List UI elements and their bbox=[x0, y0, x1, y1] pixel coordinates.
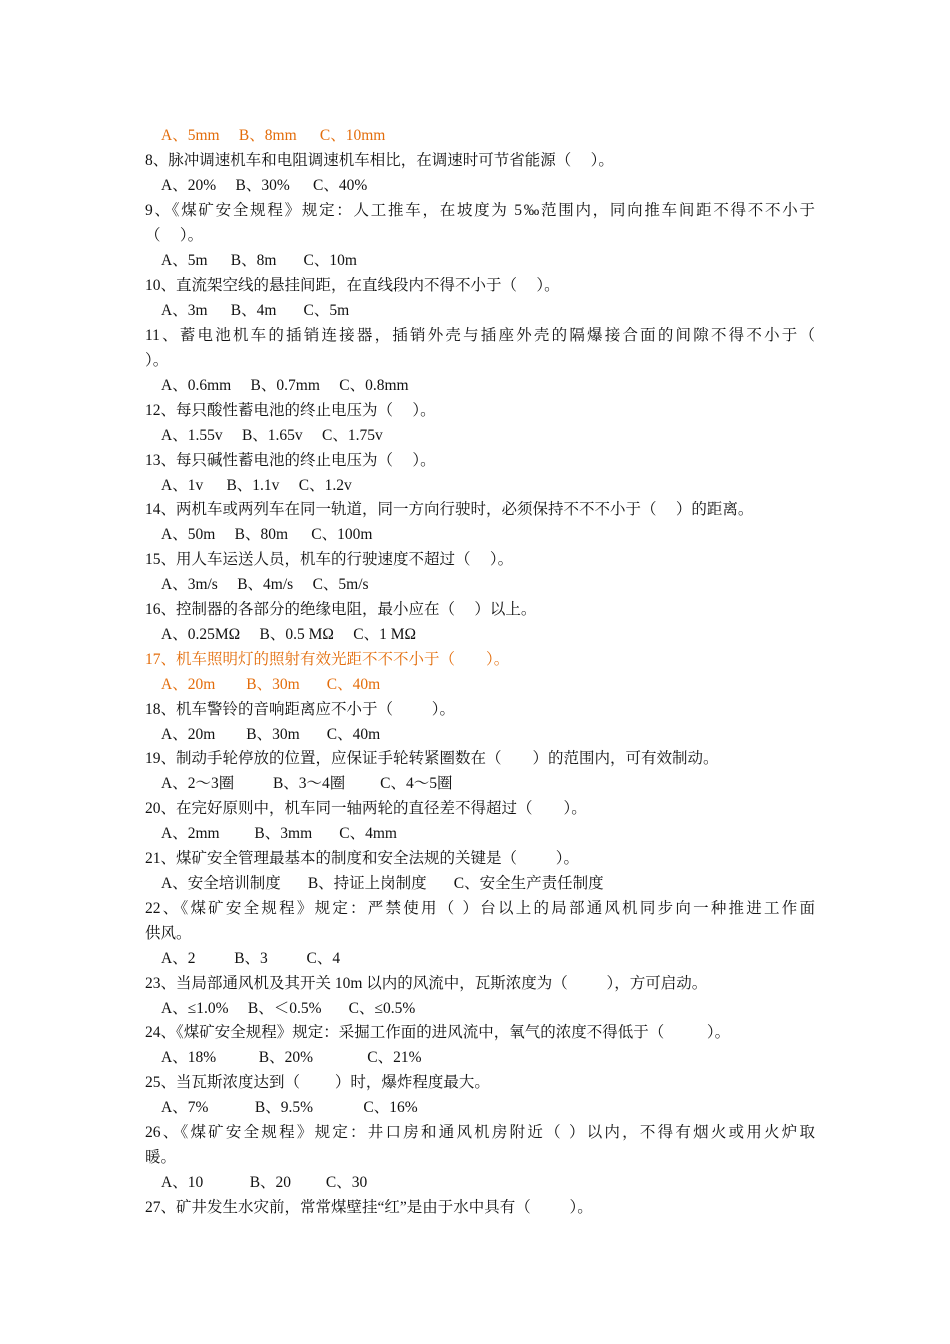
question-21: 21、煤矿安全管理最基本的制度和安全法规的关键是（ ）。 bbox=[145, 850, 580, 867]
question-19: 19、制动手轮停放的位置，应保证手轮转紧圈数在（ ）的范围内，可有效制动。 bbox=[145, 750, 719, 767]
answer-options-line: A、1.55v B、1.65v C、1.75v bbox=[161, 427, 383, 444]
answer-options-line: A、20m B、30m C、40m bbox=[161, 676, 381, 693]
question-11-continuation: ）。 bbox=[145, 352, 169, 369]
answer-options-line: A、50m B、80m C、100m bbox=[161, 526, 373, 543]
question-18: 18、机车警铃的音响距离应不小于（ ）。 bbox=[145, 701, 456, 718]
answer-options-line: A、10 B、20 C、30 bbox=[161, 1174, 368, 1191]
answer-options-line: A、2 B、3 C、4 bbox=[161, 950, 341, 967]
question-22-continuation: 供风。 bbox=[145, 925, 192, 942]
question-13: 13、每只碱性蓄电池的终止电压为（ ）。 bbox=[145, 452, 436, 469]
answer-options-line: A、0.25MΩ B、0.5 MΩ C、1 MΩ bbox=[161, 626, 417, 643]
question-26-continuation: 暖。 bbox=[145, 1149, 177, 1166]
answer-options-line: A、2～3圈 B、3～4圈 C、4～5圈 bbox=[161, 775, 453, 792]
answer-options-line: A、20m B、30m C、40m bbox=[161, 726, 381, 743]
answer-options-line: A、3m/s B、4m/s C、5m/s bbox=[161, 576, 369, 593]
answer-options-line: A、5m B、8m C、10m bbox=[161, 252, 357, 269]
answer-options-line: A、1v B、1.1v C、1.2v bbox=[161, 477, 352, 494]
question-14: 14、两机车或两列车在同一轨道，同一方向行驶时，必须保持不不不小于（ ）的距离。 bbox=[145, 501, 754, 518]
question-17: 17、机车照明灯的照射有效光距不不不小于（ ）。 bbox=[145, 651, 510, 668]
answer-options-line: A、3m B、4m C、5m bbox=[161, 302, 350, 319]
answer-options-line: A、0.6mm B、0.7mm C、0.8mm bbox=[161, 377, 409, 394]
question-11: 11、蓄电池机车的插销连接器，插销外壳与插座外壳的隔爆接合面的间隙不得不小于（ bbox=[145, 327, 815, 344]
question-9-continuation: （ ）。 bbox=[145, 227, 204, 244]
question-10: 10、直流架空线的悬挂间距，在直线段内不得不小于（ ）。 bbox=[145, 277, 560, 294]
question-15: 15、用人车运送人员，机车的行驶速度不超过（ ）。 bbox=[145, 551, 514, 568]
question-22: 22、《煤矿安全规程》规定：严禁使用（ ）台以上的局部通风机同步向一种推进工作面 bbox=[145, 900, 815, 917]
answer-options-line: A、7% B、9.5% C、16% bbox=[161, 1099, 418, 1116]
question-20: 20、在完好原则中，机车同一轴两轮的直径差不得超过（ ）。 bbox=[145, 800, 587, 817]
answer-options-line: A、18% B、20% C、21% bbox=[161, 1049, 422, 1066]
answer-options-line: A、5mm B、8mm C、10mm bbox=[161, 127, 386, 144]
question-25: 25、当瓦斯浓度达到（ ）时，爆炸程度最大。 bbox=[145, 1074, 490, 1091]
question-8: 8、脉冲调速机车和电阻调速机车相比，在调速时可节省能源（ ）。 bbox=[145, 152, 614, 169]
answer-options-line: A、≤1.0% B、＜0.5% C、≤0.5% bbox=[161, 1000, 416, 1017]
question-16: 16、控制器的各部分的绝缘电阻，最小应在（ ）以上。 bbox=[145, 601, 537, 618]
question-23: 23、当局部通风机及其开关 10m 以内的风流中，瓦斯浓度为（ ），方可启动。 bbox=[145, 975, 708, 992]
question-26: 26、《煤矿安全规程》规定：井口房和通风机房附近（ ）以内，不得有烟火或用火炉取 bbox=[145, 1124, 815, 1141]
question-12: 12、每只酸性蓄电池的终止电压为（ ）。 bbox=[145, 402, 436, 419]
answer-options-line: A、安全培训制度 B、持证上岗制度 C、安全生产责任制度 bbox=[161, 875, 604, 892]
answer-options-line: A、20% B、30% C、40% bbox=[161, 177, 368, 194]
question-9: 9、《煤矿安全规程》规定：人工推车，在坡度为 5‰范围内，同向推车间距不得不不小于 bbox=[145, 202, 815, 219]
question-24: 24、《煤矿安全规程》规定：采掘工作面的进风流中，氧气的浓度不得低于（ ）。 bbox=[145, 1024, 731, 1041]
answer-options-line: A、2mm B、3mm C、4mm bbox=[161, 825, 397, 842]
question-27: 27、矿井发生水灾前，常常煤壁挂“红”是由于水中具有（ ）。 bbox=[145, 1199, 593, 1216]
